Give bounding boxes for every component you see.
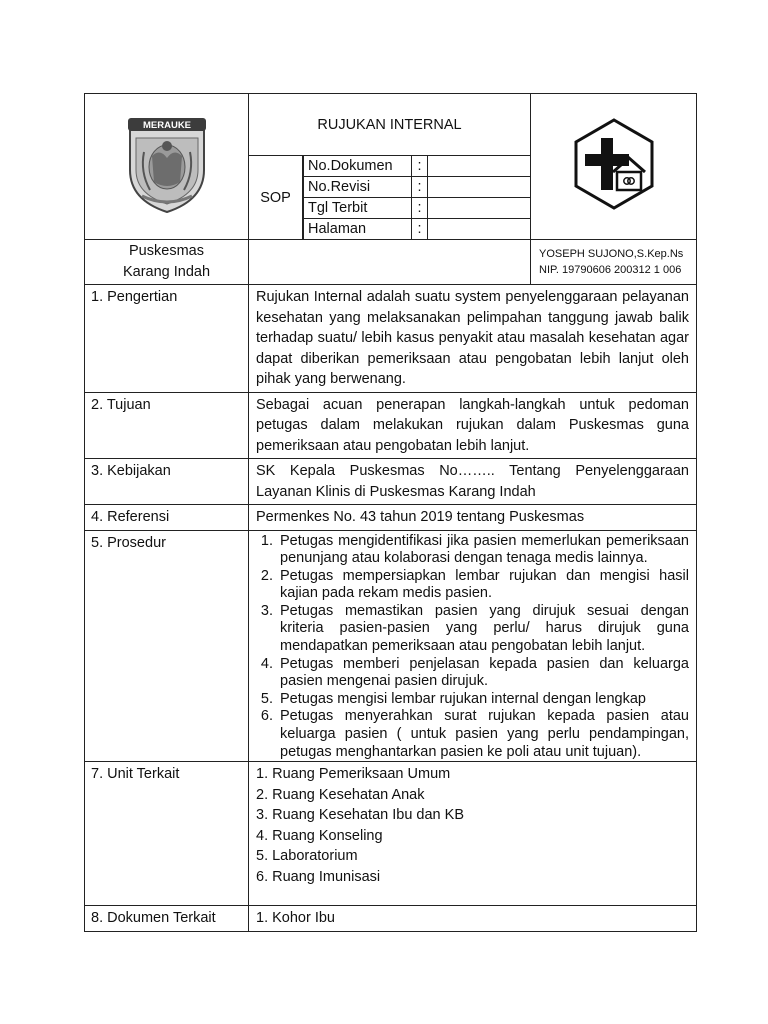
signature-area bbox=[249, 240, 531, 285]
procedure-step: 4. Petugas memberi penjelasan kepada pasien dan keluarga pasien mengenai pasien dirujuk. bbox=[277, 656, 689, 691]
section-pengertian bbox=[85, 285, 697, 393]
right-logo-cell bbox=[531, 94, 697, 240]
field-colon: : bbox=[412, 156, 428, 177]
signer-name: YOSEPH SUJONO,S.Kep.Ns bbox=[539, 248, 684, 260]
field-colon: : bbox=[412, 198, 428, 219]
field-value bbox=[428, 177, 531, 198]
document-list bbox=[249, 906, 697, 932]
sop-label: SOP bbox=[249, 156, 303, 240]
list-item: 5. Laboratorium bbox=[256, 848, 358, 865]
procedure-step: 1. Petugas mengidentifikasi jika pasien memerlukan pemeriksaan penunjang atau kolaborasi dengan tenaga medis lainnya. bbox=[277, 533, 689, 568]
organization-line-1: Puskesmas bbox=[129, 243, 204, 259]
field-colon: : bbox=[412, 177, 428, 198]
section-dokumen-terkait bbox=[85, 906, 697, 932]
puskesmas-logo-icon bbox=[569, 114, 659, 214]
section-kebijakan bbox=[85, 459, 697, 505]
list-item: 3. Ruang Kesehatan Ibu dan KB bbox=[256, 807, 464, 824]
section-text: Sebagai acuan penerapan langkah-langkah untuk pedoman petugas dalam melakukan rujukan dalam Puskesmas guna pemeriksaan atau pengobatan lebih lanjut. bbox=[249, 392, 697, 459]
list-item: 2. Ruang Kesehatan Anak bbox=[256, 786, 425, 803]
organization-name bbox=[85, 240, 249, 285]
field-label: Halaman bbox=[304, 219, 412, 240]
procedure-step: 6. Petugas menyerahkan surat rujukan kepada pasien atau keluarga pasien ( untuk pasien yang perlu pendampingan, petugas menghantarkan pasien ke poli atau unit tujuan). bbox=[277, 708, 689, 761]
section-text: Permenkes No. 43 tahun 2019 tentang Puskesmas bbox=[249, 505, 697, 531]
procedure-step: 2. Petugas mempersiapkan lembar rujukan dan mengisi hasil kajian pada rekam medis pasien. bbox=[277, 568, 689, 603]
field-value bbox=[428, 198, 531, 219]
section-label: 1. Pengertian bbox=[85, 285, 249, 393]
list-item: 6. Ruang Imunisasi bbox=[256, 868, 381, 885]
field-label: No.Dokumen bbox=[304, 156, 412, 177]
section-prosedur bbox=[85, 530, 697, 762]
left-logo-cell bbox=[85, 94, 249, 240]
unit-list bbox=[249, 762, 697, 906]
organization-line-2: Karang Indah bbox=[122, 264, 211, 280]
field-row-no-dokumen bbox=[304, 156, 531, 177]
field-label: Tgl Terbit bbox=[304, 198, 412, 219]
field-colon: : bbox=[412, 219, 428, 240]
field-value bbox=[428, 219, 531, 240]
field-value bbox=[428, 156, 531, 177]
signer-nip: NIP. 19790606 200312 1 006 bbox=[539, 264, 682, 276]
list-item: 4. Ruang Konseling bbox=[256, 827, 383, 844]
section-text: SK Kepala Puskesmas No…….. Tentang Penyelenggaraan Layanan Klinis di Puskesmas Karang Indah bbox=[249, 459, 697, 505]
procedure-step: 3. Petugas memastikan pasien yang dirujuk sesuai dengan kriteria pasien-pasien yang perlu/ harus dirujuk guna mendapatkan pemeriksaan atau pengobatan lebih lanjut. bbox=[277, 603, 689, 656]
section-label: 7. Unit Terkait bbox=[85, 762, 249, 906]
field-label: No.Revisi bbox=[304, 177, 412, 198]
section-label: 2. Tujuan bbox=[85, 392, 249, 459]
list-item: 1. Kohor Ibu bbox=[256, 910, 335, 927]
section-label: 5. Prosedur bbox=[85, 530, 249, 762]
document-title: RUJUKAN INTERNAL bbox=[249, 94, 531, 156]
merauke-regency-emblem-icon bbox=[122, 112, 212, 216]
signer-block bbox=[531, 240, 697, 285]
procedure-list bbox=[256, 533, 689, 762]
section-label: 3. Kebijakan bbox=[85, 459, 249, 505]
document-fields bbox=[303, 156, 531, 240]
section-referensi bbox=[85, 505, 697, 531]
sop-table bbox=[84, 93, 697, 932]
section-unit-terkait bbox=[85, 762, 697, 906]
section-label: 4. Referensi bbox=[85, 505, 249, 531]
list-item: 1. Ruang Pemeriksaan Umum bbox=[256, 766, 451, 783]
field-row-halaman bbox=[304, 219, 531, 240]
document-fields-table bbox=[303, 156, 530, 239]
emblem-banner-text: MERAUKE bbox=[142, 120, 191, 131]
procedure-steps bbox=[249, 530, 697, 762]
procedure-step: 5. Petugas mengisi lembar rujukan internal dengan lengkap bbox=[277, 691, 689, 709]
section-label: 8. Dokumen Terkait bbox=[85, 906, 249, 932]
section-tujuan bbox=[85, 392, 697, 459]
field-row-tgl-terbit bbox=[304, 198, 531, 219]
sop-document bbox=[84, 93, 696, 932]
section-text: Rujukan Internal adalah suatu system penyelenggaraan pelayanan kesehatan yang melaksanakan pelimpahan tanggung jawab balik terhadap suatu/ lebih kasus penyakit atau masalah kesehatan agar dapat diberikan pemeriksaan atau pengobatan lebih lanjut oleh pihak yang berwenang. bbox=[249, 285, 697, 393]
field-row-no-revisi bbox=[304, 177, 531, 198]
